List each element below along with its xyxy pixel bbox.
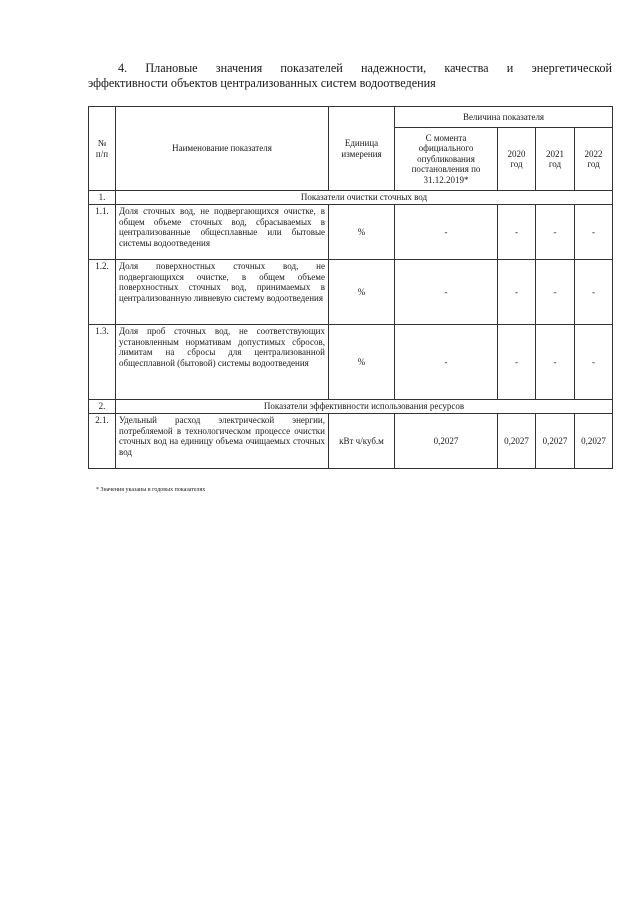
table-row xyxy=(89,325,613,400)
table-row xyxy=(89,205,613,260)
header-num xyxy=(89,107,116,191)
row-2020: - xyxy=(498,205,536,260)
header-since-label: С момента официального опубликования постановления по 31.12.2019* xyxy=(411,132,481,185)
row-name: Доля проб сточных вод, не соответствующих установленным нормативам допустимых сбросов, лимитам на сбросы для централизованной общесплавной (бытовой) системы водоотведения xyxy=(116,325,329,400)
row-2020: 0,2027 xyxy=(498,414,536,469)
row-num: 1.2. xyxy=(89,260,116,325)
header-since xyxy=(395,128,498,191)
row-unit: % xyxy=(329,205,395,260)
row-since: - xyxy=(395,205,498,260)
header-2021-label: 2021 год xyxy=(546,148,564,169)
row-2022: - xyxy=(575,325,613,400)
section-heading xyxy=(88,61,612,91)
header-unit xyxy=(329,107,395,191)
section-title: Показатели эффективности использования ресурсов xyxy=(116,400,613,414)
row-unit: % xyxy=(329,260,395,325)
section-num: 1. xyxy=(89,191,116,205)
row-2022: - xyxy=(575,260,613,325)
header-value-group xyxy=(395,107,613,128)
heading-line-2: эффективности объектов централизованных систем водоотведения xyxy=(88,76,436,90)
row-since: - xyxy=(395,260,498,325)
header-value-group-label: Величина показателя xyxy=(462,111,545,122)
header-name-label: Наименование показателя xyxy=(172,143,272,154)
section-row xyxy=(89,400,613,414)
row-2022: - xyxy=(575,205,613,260)
row-name: Доля поверхностных сточных вод, не подвергающихся очистке, в общем объеме поверхностных сточных вод, принимаемых в централизованную ливневую систему водоотведения xyxy=(116,260,329,325)
row-since: 0,2027 xyxy=(395,414,498,469)
heading-line-1: 4. Плановые значения показателей надежности, качества и энергетической xyxy=(118,61,612,75)
header-2021 xyxy=(536,128,575,191)
header-num-label: № п/п xyxy=(95,138,109,159)
section-title: Показатели очистки сточных вод xyxy=(116,191,613,205)
row-num: 1.1. xyxy=(89,205,116,260)
row-num: 2.1. xyxy=(89,414,116,469)
row-2021: 0,2027 xyxy=(536,414,575,469)
section-num: 2. xyxy=(89,400,116,414)
header-2022-label: 2022 год xyxy=(584,148,603,169)
row-unit: % xyxy=(329,325,395,400)
header-2022 xyxy=(575,128,613,191)
row-2020: - xyxy=(498,325,536,400)
table-row xyxy=(89,260,613,325)
table-row xyxy=(89,414,613,469)
row-2021: - xyxy=(536,205,575,260)
header-2020-label: 2020 год xyxy=(507,148,526,169)
header-2020 xyxy=(498,128,536,191)
row-2020: - xyxy=(498,260,536,325)
indicators-table xyxy=(88,106,613,469)
row-since: - xyxy=(395,325,498,400)
row-2022: 0,2027 xyxy=(575,414,613,469)
row-2021: - xyxy=(536,260,575,325)
footnote: * Значения указаны в годовых показателях xyxy=(96,487,206,493)
section-row xyxy=(89,191,613,205)
row-name: Удельный расход электрической энергии, потребляемой в технологическом процессе очистки сточных вод на единицу объема очищаемых сточных вод xyxy=(116,414,329,469)
row-2021: - xyxy=(536,325,575,400)
row-num: 1.3. xyxy=(89,325,116,400)
header-name xyxy=(116,107,329,191)
header-unit-label: Единица измерения xyxy=(341,138,382,159)
row-unit: кВт ч/куб.м xyxy=(329,414,395,469)
row-name: Доля сточных вод, не подвергающихся очистке, в общем объеме сточных вод, сбрасываемых в централизованные общесплавные или бытовые системы водоотведения xyxy=(116,205,329,260)
